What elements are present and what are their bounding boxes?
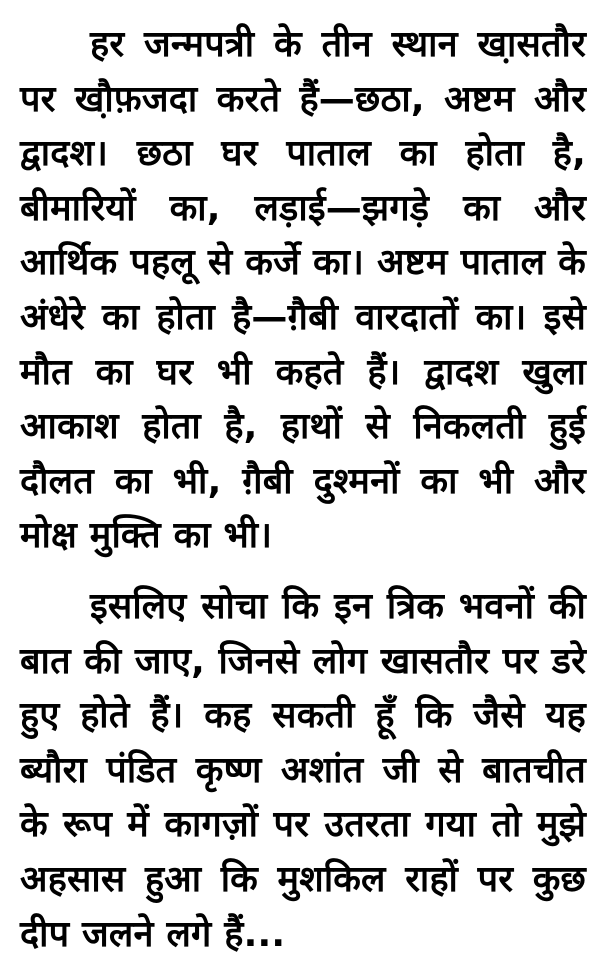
- paragraph-2: इसलिए सोचा कि इन त्रिक भवनों की बात की जाए, जिनसे लोग खासतौर पर डरे हुए होते हैं। कह सकती हूँ कि जैसे यह ब्यौरा पंडित कृष्ण अशांत जी से बातचीत के रूप में कागज़ों पर उतरता गया तो मुझे अहसास हुआ कि मुशकिल राहों पर कुछ दीप जलने लगे हैं...: [20, 585, 586, 955]
- paragraph-1: हर जन्मपत्री के तीन स्थान खा़सतौर पर खौ़फ़जदा करते हैं—छठा, अष्टम और द्वादश। छठा घर पाताल का होता है, बीमारियों का, लड़ाई—झगड़े का और आर्थिक पहलू से कर्जे का। अष्टम पाताल के अंधेरे का होता है—गै़बी वारदातों का। इसे मौत का घर भी कहते हैं। द्वादश खुला आकाश होता है, हाथों से निकलती हुई दौलत का भी, गै़बी दुश्मनों का भी और मोक्ष मुक्ति का भी।: [20, 24, 586, 557]
